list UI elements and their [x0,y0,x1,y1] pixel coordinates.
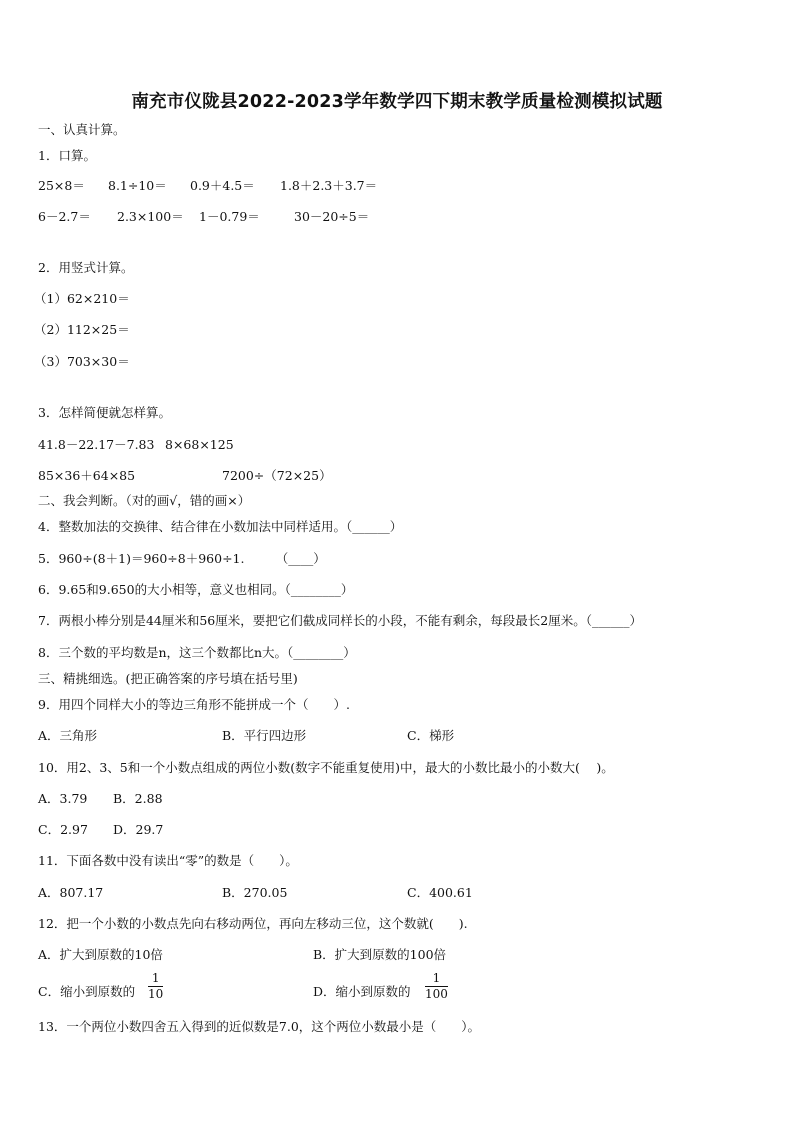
calc-item: 1－0.79＝ [199,209,260,224]
question-8: 8．三个数的平均数是n，这三个数都比n大。（________） [38,645,356,660]
fraction-denominator: 10 [148,987,164,1001]
question-5: 5．960÷(8＋1)＝960÷8＋960÷1. （____） [38,551,326,566]
question-1: 1．口算。 [38,148,96,163]
calc-item: 1.8＋2.3＋3.7＝ [280,178,378,193]
option-c: C．2.97 [38,822,88,837]
fraction-one-tenth [148,972,163,1001]
question-7: 7．两根小棒分别是44厘米和56厘米，要把它们截成同样长的小段，不能有剩余，每段最长2厘米。（______） [38,613,642,628]
option-a: A．3.79 [38,791,88,806]
calc-item: 30－20÷5＝ [294,209,370,224]
fraction-denominator: 100 [425,987,448,1001]
simplify-item: 8×68×125 [165,437,234,452]
calc-item: 0.9＋4.5＝ [190,178,255,193]
question-12: 12．把一个小数的小数点先向右移动两位，再向左移动三位，这个数就( ). [38,916,468,931]
calc-item: 8.1÷10＝ [108,178,167,193]
option-b: B．扩大到原数的100倍 [313,947,447,962]
option-c: C．缩小到原数的 [38,984,136,999]
simplify-item: 85×36＋64×85 [38,468,136,483]
option-a: A．三角形 [38,728,98,743]
fraction-one-hundredth [425,972,448,1001]
question-13: 13．一个两位小数四舍五入得到的近似数是7.0，这个两位小数最小是（ ）。 [38,1019,481,1034]
option-a: A．807.17 [38,885,104,900]
simplify-item: 41.8－22.17－7.83 [38,437,155,452]
question-3: 3．怎样简便就怎样算。 [38,405,171,420]
question-11: 11．下面各数中没有读出“零”的数是（ ）。 [38,853,298,868]
option-c: C．400.61 [407,885,473,900]
question-6: 6．9.65和9.650的大小相等，意义也相同。（________） [38,582,354,597]
question-4: 4．整数加法的交换律、结合律在小数加法中同样适用。（______） [38,519,403,534]
simplify-item: 7200÷（72×25） [222,468,332,483]
option-b: B．270.05 [222,885,288,900]
question-9: 9．用四个同样大小的等边三角形不能拼成一个（ ）. [38,697,350,712]
question-2: 2．用竖式计算。 [38,260,134,275]
option-b: B．2.88 [113,791,163,806]
section-2-heading: 二、我会判断。（对的画√，错的画×） [38,493,251,508]
calc-item: 2.3×100＝ [117,209,184,224]
option-c: C．梯形 [407,728,455,743]
fraction-numerator: 1 [432,971,441,985]
calc-item: 25×8＝ [38,178,85,193]
option-d: D．29.7 [113,822,164,837]
option-b: B．平行四边形 [222,728,307,743]
question-10: 10．用2、3、5和一个小数点组成的两位小数(数字不能重复使用)中，最大的小数比最小的小数大( )。 [38,760,614,775]
section-3-heading: 三、精挑细选。(把正确答案的序号填在括号里) [38,671,298,686]
vertical-calc-item: （3）703×30＝ [34,354,130,369]
vertical-calc-item: （1）62×210＝ [34,291,130,306]
option-a: A．扩大到原数的10倍 [38,947,163,962]
calc-item: 6－2.7＝ [38,209,91,224]
page-title: 南充市仪陇县2022-2023学年数学四下期末教学质量检测模拟试题 [131,92,663,112]
option-d: D．缩小到原数的 [313,984,411,999]
section-1-heading: 一、认真计算。 [38,122,126,137]
vertical-calc-item: （2）112×25＝ [34,322,130,337]
fraction-numerator: 1 [151,971,160,985]
